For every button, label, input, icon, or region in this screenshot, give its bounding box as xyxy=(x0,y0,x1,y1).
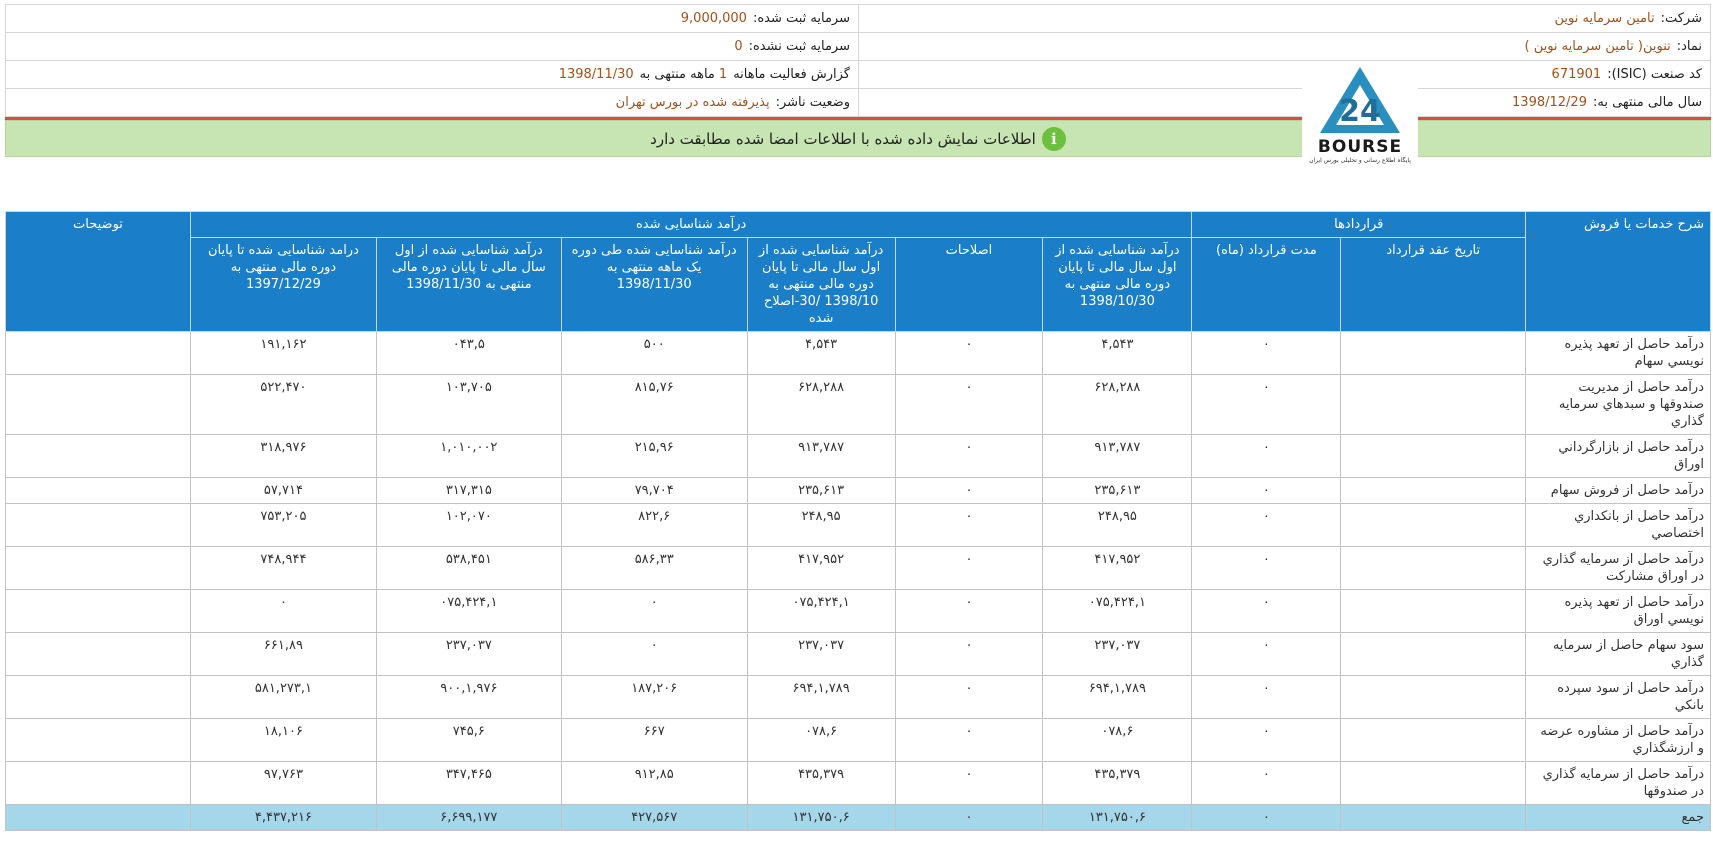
cell-last-year: ٩٧۶,٣١٨ xyxy=(190,435,376,478)
cell-duration: ٠ xyxy=(1192,504,1341,547)
unregistered-capital-label: سرمایه ثبت نشده: xyxy=(748,39,850,54)
cell-notes xyxy=(6,375,191,435)
col-group-contracts: قراردادها xyxy=(1192,212,1526,238)
logo-wordmark: BOURSE xyxy=(1317,137,1403,157)
table-row xyxy=(6,332,1711,375)
cell-prev: ۴١٧,٩۵٢ xyxy=(1043,547,1192,590)
col-rev-to-prev: درآمد شناسایی شده از اول سال مالی تا پایان دوره مالی منتهی به 1398/10/30 xyxy=(1043,238,1192,332)
cell-month: ١٨٧,٢٠۶ xyxy=(561,676,747,719)
report-date: 1398/11/30 xyxy=(558,67,634,82)
publisher-status-value: پذیرفته شده در بورس تهران xyxy=(615,95,770,110)
cell-prev-corr: ۴١٧,٩۵٢ xyxy=(747,547,895,590)
cell-prev-corr: ۶,١٣١,٧۵٠ xyxy=(747,805,895,831)
table-body xyxy=(6,332,1711,831)
publisher-status-label: وضعیت ناشر: xyxy=(775,95,850,110)
company-label: شرکت: xyxy=(1660,11,1702,26)
cell-notes xyxy=(6,478,191,504)
registered-capital-value: 9,000,000 xyxy=(680,11,747,26)
cell-corr: ٠ xyxy=(895,547,1043,590)
table-header-row-2 xyxy=(6,238,1711,332)
cell-ytd: ۵,٠۴۳ xyxy=(376,332,561,375)
cell-date xyxy=(1341,547,1526,590)
cell-ytd: ٣١۵,٣١٧ xyxy=(376,478,561,504)
cell-prev-corr: ٢٣۵,۶١٣ xyxy=(747,478,895,504)
cell-duration: ٠ xyxy=(1192,375,1341,435)
cell-month: ٣٣,۵٨۶ xyxy=(561,547,747,590)
cell-ytd: ۴۵١,۵٣٨ xyxy=(376,547,561,590)
cell-duration: ٠ xyxy=(1192,633,1341,676)
cell-notes xyxy=(6,332,191,375)
cell-duration: ٠ xyxy=(1192,435,1341,478)
cell-duration: ٠ xyxy=(1192,547,1341,590)
cell-last-year: ۴٧٠,۵٢٢ xyxy=(190,375,376,435)
registered-capital-cell xyxy=(6,5,858,32)
info-icon: i xyxy=(1042,127,1066,151)
cell-month: ٧٩,٧٠۴ xyxy=(561,478,747,504)
cell-prev-corr: ۶,٠٧٨ xyxy=(747,719,895,762)
col-service-desc: شرح خدمات یا فروش xyxy=(1526,212,1711,332)
cell-prev: ٩۵,٢۴٨ xyxy=(1043,504,1192,547)
cell-desc: درآمد حاصل از سرمايه گذاري در صندوقها xyxy=(1526,762,1711,805)
cell-corr: ٠ xyxy=(895,375,1043,435)
verification-banner xyxy=(5,120,1711,157)
col-contract-date: تاریخ عقد قرارداد xyxy=(1341,238,1526,332)
cell-desc: درآمد حاصل از سود سپرده بانکي xyxy=(1526,676,1711,719)
cell-ytd: ۴۶۵,٣۴٧ xyxy=(376,762,561,805)
cell-notes xyxy=(6,435,191,478)
revenue-table xyxy=(5,211,1711,831)
cell-corr: ٠ xyxy=(895,435,1043,478)
cell-date xyxy=(1341,504,1526,547)
cell-desc: درآمد حاصل از بازارگرداني اوراق xyxy=(1526,435,1711,478)
cell-duration: ٠ xyxy=(1192,805,1341,831)
bourse24-logo[interactable] xyxy=(1302,63,1418,167)
cell-corr: ٠ xyxy=(895,504,1043,547)
fiscal-year-cell xyxy=(858,89,1710,116)
cell-date xyxy=(1341,805,1526,831)
col-rev-month: درآمد شناسایی شده طی دوره یک ماهه منتهی به 1398/11/30 xyxy=(561,238,747,332)
info-row-3 xyxy=(6,61,1710,89)
cell-ytd: ٧٠۵,١٠٣ xyxy=(376,375,561,435)
cell-corr: ٠ xyxy=(895,719,1043,762)
cell-duration: ٠ xyxy=(1192,590,1341,633)
cell-corr: ٠ xyxy=(895,633,1043,676)
table-row xyxy=(6,478,1711,504)
table-row xyxy=(6,719,1711,762)
symbol-value[interactable]: تنوین( تامین سرمایه نوین ) xyxy=(1524,39,1671,54)
cell-month: ٩۶,٢١۵ xyxy=(561,435,747,478)
table-row xyxy=(6,375,1711,435)
cell-notes xyxy=(6,676,191,719)
cell-date xyxy=(1341,676,1526,719)
info-row-2 xyxy=(6,33,1710,61)
cell-notes xyxy=(6,547,191,590)
cell-desc: درآمد حاصل از بانکداري اختصاصي xyxy=(1526,504,1711,547)
cell-prev-corr: ٩۵,٢۴٨ xyxy=(747,504,895,547)
unregistered-capital-value: 0 xyxy=(734,39,743,54)
cell-month: ٧۶,٨١۵ xyxy=(561,375,747,435)
table-row xyxy=(6,547,1711,590)
publisher-status-cell xyxy=(6,89,858,116)
cell-last-year: ٧۴٨,٩۴۴ xyxy=(190,547,376,590)
logo-digits: 24 xyxy=(1339,94,1381,129)
cell-corr: ٠ xyxy=(895,332,1043,375)
cell-date xyxy=(1341,478,1526,504)
cell-corr: ٠ xyxy=(895,805,1043,831)
symbol-label: نماد: xyxy=(1676,39,1702,54)
cell-notes xyxy=(6,805,191,831)
isic-cell xyxy=(858,61,1710,88)
cell-prev: ٣٧٩,۴٣۵ xyxy=(1043,762,1192,805)
cell-desc: درآمد حاصل از مشاوره عرضه و ارزشگذاري xyxy=(1526,719,1711,762)
cell-desc: سود سهام حاصل از سرمايه گذاري xyxy=(1526,633,1711,676)
cell-notes xyxy=(6,504,191,547)
col-notes: توضیحات xyxy=(6,212,191,332)
cell-prev: ١,۴٢۴,٠٧۵ xyxy=(1043,590,1192,633)
cell-ytd: ١,۴٢۴,٠٧۵ xyxy=(376,590,561,633)
cell-prev: ٢٣٧,٠٣٧ xyxy=(1043,633,1192,676)
company-value: تامین سرمایه نوین xyxy=(1554,11,1655,26)
cell-prev: ١,٧٨٩,۶٩۴ xyxy=(1043,676,1192,719)
fiscal-year-value: 1398/12/29 xyxy=(1512,95,1587,110)
cell-notes xyxy=(6,633,191,676)
cell-duration: ٠ xyxy=(1192,719,1341,762)
report-months: 1 xyxy=(718,67,728,82)
cell-prev-corr: ١,۴٢۴,٠٧۵ xyxy=(747,590,895,633)
cell-desc: درآمد حاصل از سرمايه گذاري در اوراق مشارکت xyxy=(1526,547,1711,590)
cell-month: ٠ xyxy=(561,590,747,633)
cell-corr: ٠ xyxy=(895,762,1043,805)
report-title-cell xyxy=(6,61,858,88)
cell-desc: درآمد حاصل از تعهد پذيره نويسي سهام xyxy=(1526,332,1711,375)
col-rev-prev-year: درامد شناسایی شده تا پایان دوره مالی منتهی به 1397/12/29 xyxy=(190,238,376,332)
verification-text: اطلاعات نمایش داده شده با اطلاعات امضا شده مطابقت دارد xyxy=(650,129,1036,148)
cell-corr: ٠ xyxy=(895,676,1043,719)
cell-desc: درآمد حاصل از فروش سهام xyxy=(1526,478,1711,504)
info-row-1 xyxy=(6,5,1710,33)
isic-value: 671901 xyxy=(1551,67,1602,82)
cell-date xyxy=(1341,719,1526,762)
cell-month: ٨۵,٩١٢ xyxy=(561,762,747,805)
cell-prev-corr: ٩١٣,٧٨٧ xyxy=(747,435,895,478)
cell-ytd: ١٠٢,٠٧٠ xyxy=(376,504,561,547)
cell-date xyxy=(1341,332,1526,375)
cell-prev: ٩١٣,٧٨٧ xyxy=(1043,435,1192,478)
table-row xyxy=(6,590,1711,633)
cell-date xyxy=(1341,435,1526,478)
total-row xyxy=(6,805,1711,831)
cell-month: ۵٠٠ xyxy=(561,332,747,375)
cell-prev: ٢٣۵,۶١٣ xyxy=(1043,478,1192,504)
table-row xyxy=(6,633,1711,676)
cell-last-year: ۵٧,٧١۴ xyxy=(190,478,376,504)
cell-prev: ۶,١٣١,٧۵٠ xyxy=(1043,805,1192,831)
table-row xyxy=(6,504,1711,547)
table-row xyxy=(6,676,1711,719)
cell-ytd: ٢٣٧,٠٣٧ xyxy=(376,633,561,676)
cell-duration: ٠ xyxy=(1192,762,1341,805)
cell-ytd: ١,٠١٠,٠٠٢ xyxy=(376,435,561,478)
cell-corr: ٠ xyxy=(895,478,1043,504)
cell-prev: ۶,٠٧٨ xyxy=(1043,719,1192,762)
cell-last-year: ٩٧,٧۶٣ xyxy=(190,762,376,805)
cell-last-year: ٢٠۵,٧۵٣ xyxy=(190,504,376,547)
cell-last-year: ١٩١,١۶٢ xyxy=(190,332,376,375)
logo-triangle-icon xyxy=(1302,63,1418,143)
cell-prev: ۴,۵۴۳ xyxy=(1043,332,1192,375)
cell-month: ٠ xyxy=(561,633,747,676)
cell-prev-corr: ۴,۵۴۳ xyxy=(747,332,895,375)
col-contract-duration: مدت قرارداد (ماه) xyxy=(1192,238,1341,332)
cell-date xyxy=(1341,375,1526,435)
cell-date xyxy=(1341,633,1526,676)
cell-prev-corr: ٣٧٩,۴٣۵ xyxy=(747,762,895,805)
cell-date xyxy=(1341,590,1526,633)
fiscal-year-label: سال مالی منتهی به: xyxy=(1592,95,1702,110)
cell-last-year: ١,۵٨١,٢٧٣ xyxy=(190,676,376,719)
table-row xyxy=(6,435,1711,478)
cell-desc: درآمد حاصل از تعهد پذيره نويسي اوراق xyxy=(1526,590,1711,633)
report-prefix: گزارش فعالیت ماهانه xyxy=(733,67,850,82)
cell-prev-corr: ۶٢٨,٢٨٨ xyxy=(747,375,895,435)
unregistered-capital-cell xyxy=(6,33,858,60)
cell-desc: جمع xyxy=(1526,805,1711,831)
table-header-row-1 xyxy=(6,212,1711,238)
cell-desc: درآمد حاصل از مديريت صندوقها و سبدهاي سرمايه گذاري xyxy=(1526,375,1711,435)
cell-duration: ٠ xyxy=(1192,332,1341,375)
cell-month: ۶,٨٢٢ xyxy=(561,504,747,547)
cell-notes xyxy=(6,762,191,805)
cell-last-year: ٨٩,۶۶١ xyxy=(190,633,376,676)
cell-ytd: ۶,٧۴۵ xyxy=(376,719,561,762)
cell-ytd: ١,٩٧۶,٩٠٠ xyxy=(376,676,561,719)
cell-month: ۶۶٧ xyxy=(561,719,747,762)
cell-last-year: ۴,۴٣٧,٢١۶ xyxy=(190,805,376,831)
symbol-cell xyxy=(858,33,1710,60)
logo-subtitle: پایگاه اطلاع رسانی و تحلیلی بورس ایران xyxy=(1309,157,1411,164)
info-row-4 xyxy=(6,89,1710,117)
col-rev-to-prev-corrected: درآمد شناسایی شده از اول سال مالی تا پایان دوره مالی منتهی به 1398/10 /30-اصلاح شده xyxy=(747,238,895,332)
cell-ytd: ۶,۶٩٩,١٧٧ xyxy=(376,805,561,831)
table-row xyxy=(6,762,1711,805)
cell-month: ۵۶٧,۴٢٧ xyxy=(561,805,747,831)
cell-corr: ٠ xyxy=(895,590,1043,633)
cell-prev-corr: ٢٣٧,٠٣٧ xyxy=(747,633,895,676)
company-cell xyxy=(858,5,1710,32)
cell-date xyxy=(1341,762,1526,805)
company-info-panel xyxy=(5,4,1711,117)
registered-capital-label: سرمایه ثبت شده: xyxy=(752,11,850,26)
col-corrections: اصلاحات xyxy=(895,238,1043,332)
cell-prev: ۶٢٨,٢٨٨ xyxy=(1043,375,1192,435)
report-mid: ماهه منتهی به xyxy=(639,67,715,82)
cell-duration: ٠ xyxy=(1192,676,1341,719)
cell-duration: ٠ xyxy=(1192,478,1341,504)
cell-last-year: ٠ xyxy=(190,590,376,633)
isic-label: کد صنعت (ISIC): xyxy=(1607,67,1702,82)
col-rev-ytd: درآمد شناسایی شده از اول سال مالی تا پایان دوره مالی منتهی به 1398/11/30 xyxy=(376,238,561,332)
cell-notes xyxy=(6,719,191,762)
cell-notes xyxy=(6,590,191,633)
cell-prev-corr: ١,٧٨٩,۶٩۴ xyxy=(747,676,895,719)
cell-last-year: ١٨,١٠۶ xyxy=(190,719,376,762)
col-group-recognized-revenue: درآمد شناسایی شده xyxy=(190,212,1191,238)
